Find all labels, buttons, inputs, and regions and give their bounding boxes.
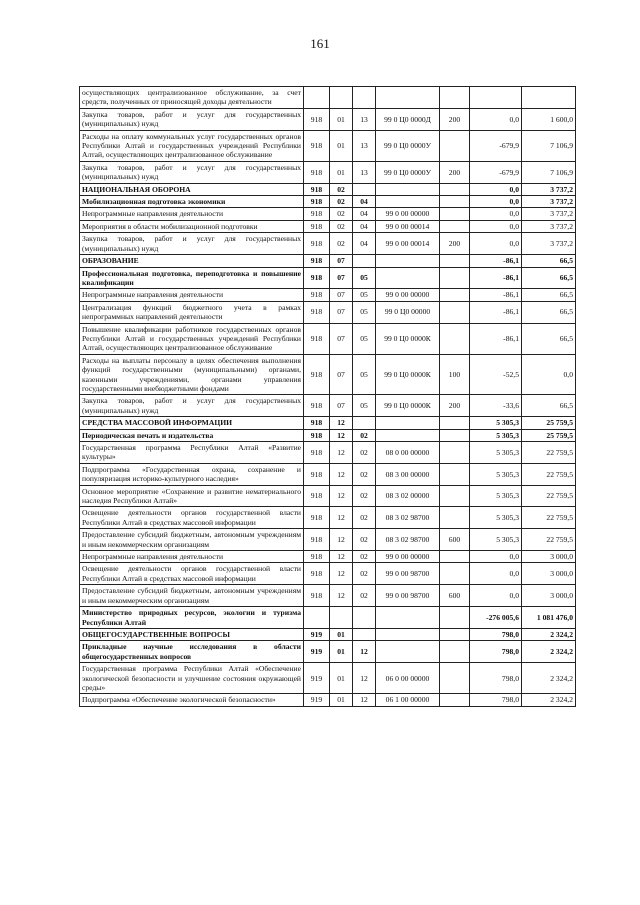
cell-subsection (353, 255, 376, 267)
cell-name: НАЦИОНАЛЬНАЯ ОБОРОНА (80, 183, 304, 195)
cell-expense-type (440, 563, 470, 585)
table-row (80, 196, 576, 208)
cell-total-amount: 22 759,5 (522, 507, 576, 529)
cell-section: 07 (330, 255, 353, 267)
cell-ministry-code: 918 (304, 220, 330, 232)
cell-total-amount: 3 737,2 (522, 233, 576, 255)
cell-subsection: 05 (353, 323, 376, 354)
table-row (80, 220, 576, 232)
cell-expense-type (440, 628, 470, 640)
cell-name: Непрограммные направления деятельности (80, 208, 304, 220)
cell-target-article (376, 255, 440, 267)
cell-expense-type (440, 255, 470, 267)
cell-total-amount: 3 000,0 (522, 563, 576, 585)
cell-name: Непрограммные направления деятельности (80, 289, 304, 301)
cell-name: Закупка товаров, работ и услуг для государственных (муниципальных) нужд (80, 108, 304, 130)
cell-section: 12 (330, 585, 353, 607)
cell-name: Прикладные научные исследования в области общегосударственных вопросов (80, 641, 304, 663)
cell-name: Освещение деятельности органов государственной власти Республики Алтай в средствах массовой информации (80, 507, 304, 529)
cell-subsection: 05 (353, 289, 376, 301)
cell-change-amount: 0,0 (470, 563, 522, 585)
cell-expense-type (440, 289, 470, 301)
cell-subsection: 12 (353, 694, 376, 706)
cell-change-amount: 5 305,3 (470, 529, 522, 551)
cell-subsection: 12 (353, 663, 376, 694)
cell-section: 01 (330, 628, 353, 640)
table-row (80, 485, 576, 507)
table-row (80, 354, 576, 395)
cell-change-amount: 798,0 (470, 694, 522, 706)
cell-total-amount: 3 737,2 (522, 208, 576, 220)
cell-total-amount: 66,5 (522, 267, 576, 289)
cell-change-amount: 5 305,3 (470, 485, 522, 507)
table-row (80, 694, 576, 706)
table-row (80, 585, 576, 607)
cell-target-article: 99 0 Ц0 0000К (376, 395, 440, 417)
table-row (80, 161, 576, 183)
cell-section: 01 (330, 108, 353, 130)
cell-target-article: 99 0 00 00000 (376, 551, 440, 563)
table-row (80, 267, 576, 289)
cell-subsection: 02 (353, 585, 376, 607)
cell-section: 01 (330, 161, 353, 183)
cell-subsection: 02 (353, 485, 376, 507)
cell-subsection: 12 (353, 641, 376, 663)
cell-total-amount: 3 737,2 (522, 183, 576, 195)
cell-target-article: 99 0 00 00000 (376, 208, 440, 220)
table-row (80, 563, 576, 585)
cell-target-article (376, 87, 440, 109)
cell-target-article: 08 3 02 98700 (376, 507, 440, 529)
cell-section (330, 87, 353, 109)
cell-total-amount: 2 324,2 (522, 628, 576, 640)
cell-name: Мероприятия в области мобилизационной подготовки (80, 220, 304, 232)
cell-total-amount: 0,0 (522, 354, 576, 395)
cell-ministry-code: 918 (304, 463, 330, 485)
cell-total-amount: 66,5 (522, 323, 576, 354)
cell-name: Расходы на оплату коммунальных услуг государственных органов Республики Алтай и государственных учреждений Республики Алтай, осуществляющих централизованное обслуживание (80, 130, 304, 161)
cell-expense-type: 200 (440, 395, 470, 417)
cell-section: 12 (330, 563, 353, 585)
cell-total-amount: 66,5 (522, 255, 576, 267)
cell-change-amount: -86,1 (470, 255, 522, 267)
cell-ministry-code: 918 (304, 289, 330, 301)
cell-subsection: 04 (353, 208, 376, 220)
cell-ministry-code: 918 (304, 161, 330, 183)
cell-ministry-code: 918 (304, 485, 330, 507)
cell-section: 01 (330, 641, 353, 663)
cell-subsection: 05 (353, 395, 376, 417)
cell-expense-type (440, 87, 470, 109)
cell-subsection: 13 (353, 130, 376, 161)
cell-section: 01 (330, 663, 353, 694)
cell-target-article: 99 0 Ц0 0000У (376, 161, 440, 183)
cell-section: 12 (330, 417, 353, 429)
cell-section: 01 (330, 694, 353, 706)
cell-target-article: 99 0 Ц0 00000 (376, 301, 440, 323)
cell-expense-type (440, 485, 470, 507)
cell-ministry-code: 918 (304, 585, 330, 607)
cell-subsection: 13 (353, 161, 376, 183)
cell-target-article: 99 0 00 98700 (376, 563, 440, 585)
cell-target-article: 08 3 02 98700 (376, 529, 440, 551)
cell-ministry-code: 918 (304, 255, 330, 267)
cell-change-amount: 5 305,3 (470, 507, 522, 529)
table-row (80, 289, 576, 301)
table-row (80, 255, 576, 267)
cell-change-amount: 0,0 (470, 108, 522, 130)
cell-total-amount: 2 324,2 (522, 694, 576, 706)
cell-ministry-code: 918 (304, 196, 330, 208)
cell-ministry-code: 918 (304, 442, 330, 464)
cell-target-article (376, 628, 440, 640)
cell-name: Освещение деятельности органов государственной власти Республики Алтай в средствах массовой информации (80, 563, 304, 585)
cell-change-amount: -52,5 (470, 354, 522, 395)
cell-ministry-code: 918 (304, 130, 330, 161)
table-row (80, 463, 576, 485)
cell-expense-type (440, 208, 470, 220)
cell-ministry-code: 918 (304, 551, 330, 563)
cell-section: 01 (330, 130, 353, 161)
cell-ministry-code: 919 (304, 694, 330, 706)
cell-section: 02 (330, 220, 353, 232)
cell-expense-type: 200 (440, 233, 470, 255)
cell-change-amount: 5 305,3 (470, 429, 522, 441)
cell-expense-type (440, 607, 470, 629)
cell-section: 07 (330, 289, 353, 301)
cell-expense-type: 200 (440, 161, 470, 183)
budget-table (79, 86, 576, 707)
table-row (80, 551, 576, 563)
cell-change-amount: 798,0 (470, 663, 522, 694)
cell-subsection: 04 (353, 220, 376, 232)
cell-section: 02 (330, 183, 353, 195)
cell-section: 12 (330, 485, 353, 507)
cell-subsection: 02 (353, 551, 376, 563)
cell-target-article: 08 3 02 00000 (376, 485, 440, 507)
cell-change-amount: -679,9 (470, 130, 522, 161)
cell-ministry-code: 918 (304, 395, 330, 417)
cell-name: Расходы на выплаты персоналу в целях обеспечения выполнения функций государственными (муниципальными) органами, казенными учреждениями, органами управления государственными внебюджетными фондами (80, 354, 304, 395)
cell-change-amount: 5 305,3 (470, 442, 522, 464)
cell-subsection: 02 (353, 563, 376, 585)
cell-change-amount: -86,1 (470, 323, 522, 354)
cell-section: 07 (330, 354, 353, 395)
cell-change-amount: -86,1 (470, 289, 522, 301)
cell-expense-type (440, 429, 470, 441)
cell-change-amount: 5 305,3 (470, 463, 522, 485)
cell-target-article: 99 0 00 00014 (376, 233, 440, 255)
cell-name: Централизация функций бюджетного учета в рамках непрограммных направлений деятельности (80, 301, 304, 323)
cell-section: 07 (330, 267, 353, 289)
cell-total-amount: 7 106,9 (522, 161, 576, 183)
cell-target-article: 99 0 00 00014 (376, 220, 440, 232)
cell-subsection (353, 87, 376, 109)
table-row (80, 529, 576, 551)
cell-expense-type (440, 463, 470, 485)
table-row (80, 183, 576, 195)
cell-target-article: 06 1 00 00000 (376, 694, 440, 706)
cell-name: Государственная программа Республики Алтай «Развитие культуры» (80, 442, 304, 464)
table-row (80, 208, 576, 220)
cell-name: Закупка товаров, работ и услуг для государственных (муниципальных) нужд (80, 161, 304, 183)
cell-target-article (376, 607, 440, 629)
cell-subsection (353, 417, 376, 429)
cell-subsection: 13 (353, 108, 376, 130)
cell-expense-type (440, 442, 470, 464)
cell-ministry-code: 918 (304, 323, 330, 354)
cell-change-amount: 0,0 (470, 551, 522, 563)
cell-expense-type: 600 (440, 529, 470, 551)
cell-target-article: 99 0 Ц0 0000К (376, 323, 440, 354)
cell-expense-type (440, 220, 470, 232)
cell-name: Повышение квалификации работников государственных органов Республики Алтай и государственных учреждений Республики Алтай, осуществляющих централизованное обслуживание (80, 323, 304, 354)
cell-total-amount: 3 737,2 (522, 196, 576, 208)
cell-subsection (353, 183, 376, 195)
cell-name: Подпрограмма «Государственная охрана, сохранение и популяризация историко-культурного наследия» (80, 463, 304, 485)
cell-total-amount: 66,5 (522, 395, 576, 417)
cell-ministry-code: 918 (304, 429, 330, 441)
cell-section: 12 (330, 463, 353, 485)
cell-change-amount: 0,0 (470, 233, 522, 255)
cell-total-amount: 3 000,0 (522, 551, 576, 563)
cell-total-amount: 25 759,5 (522, 429, 576, 441)
cell-expense-type (440, 417, 470, 429)
cell-subsection: 04 (353, 233, 376, 255)
cell-subsection: 02 (353, 507, 376, 529)
cell-total-amount: 7 106,9 (522, 130, 576, 161)
cell-target-article (376, 183, 440, 195)
cell-section (330, 607, 353, 629)
cell-total-amount: 3 737,2 (522, 220, 576, 232)
cell-subsection: 02 (353, 463, 376, 485)
cell-change-amount: -86,1 (470, 301, 522, 323)
cell-expense-type (440, 301, 470, 323)
cell-target-article (376, 196, 440, 208)
cell-total-amount: 2 324,2 (522, 663, 576, 694)
cell-expense-type (440, 196, 470, 208)
cell-total-amount: 66,5 (522, 289, 576, 301)
cell-section: 12 (330, 529, 353, 551)
cell-target-article: 08 0 00 00000 (376, 442, 440, 464)
cell-change-amount: 798,0 (470, 628, 522, 640)
cell-name: Периодическая печать и издательства (80, 429, 304, 441)
cell-ministry-code: 918 (304, 507, 330, 529)
cell-ministry-code: 919 (304, 628, 330, 640)
cell-ministry-code: 918 (304, 108, 330, 130)
cell-total-amount: 66,5 (522, 301, 576, 323)
cell-name: ОБЩЕГОСУДАРСТВЕННЫЕ ВОПРОСЫ (80, 628, 304, 640)
cell-name: Закупка товаров, работ и услуг для государственных (муниципальных) нужд (80, 233, 304, 255)
cell-expense-type (440, 183, 470, 195)
cell-expense-type (440, 694, 470, 706)
cell-name: Непрограммные направления деятельности (80, 551, 304, 563)
cell-total-amount: 1 600,0 (522, 108, 576, 130)
cell-total-amount: 1 081 476,0 (522, 607, 576, 629)
cell-subsection: 05 (353, 301, 376, 323)
cell-section: 02 (330, 233, 353, 255)
cell-expense-type: 200 (440, 108, 470, 130)
cell-total-amount (522, 87, 576, 109)
cell-total-amount: 25 759,5 (522, 417, 576, 429)
cell-expense-type (440, 507, 470, 529)
cell-subsection: 02 (353, 529, 376, 551)
cell-ministry-code (304, 607, 330, 629)
cell-ministry-code: 918 (304, 183, 330, 195)
cell-ministry-code (304, 87, 330, 109)
table-row (80, 507, 576, 529)
cell-expense-type (440, 130, 470, 161)
cell-name: Государственная программа Республики Алтай «Обеспечение экологической безопасности и улучшение состояния окружающей среды» (80, 663, 304, 694)
cell-name: осуществляющих централизованное обслуживание, за счет средств, полученных от приносящей доходы деятельности (80, 87, 304, 109)
table-row (80, 628, 576, 640)
cell-subsection: 04 (353, 196, 376, 208)
cell-ministry-code: 919 (304, 641, 330, 663)
table-row (80, 395, 576, 417)
cell-change-amount: 0,0 (470, 196, 522, 208)
cell-expense-type (440, 641, 470, 663)
cell-subsection: 02 (353, 442, 376, 464)
cell-total-amount: 22 759,5 (522, 442, 576, 464)
cell-change-amount (470, 87, 522, 109)
cell-section: 07 (330, 395, 353, 417)
cell-subsection: 02 (353, 429, 376, 441)
cell-target-article: 99 0 00 00000 (376, 289, 440, 301)
cell-change-amount: 5 305,3 (470, 417, 522, 429)
cell-subsection (353, 628, 376, 640)
cell-expense-type (440, 323, 470, 354)
cell-section: 02 (330, 208, 353, 220)
cell-change-amount: 0,0 (470, 183, 522, 195)
cell-name: Предоставление субсидий бюджетным, автономным учреждениям и иным некоммерческим организациям (80, 585, 304, 607)
cell-change-amount: 0,0 (470, 585, 522, 607)
cell-expense-type: 100 (440, 354, 470, 395)
cell-target-article (376, 267, 440, 289)
table-row (80, 417, 576, 429)
cell-change-amount: -679,9 (470, 161, 522, 183)
cell-name: Подпрограмма «Обеспечение экологической безопасности» (80, 694, 304, 706)
cell-target-article: 99 0 Ц0 0000Д (376, 108, 440, 130)
page-number: 161 (310, 36, 330, 51)
table-row (80, 607, 576, 629)
table-row (80, 108, 576, 130)
cell-target-article: 99 0 Ц0 0000К (376, 354, 440, 395)
cell-ministry-code: 918 (304, 233, 330, 255)
cell-section: 07 (330, 323, 353, 354)
cell-ministry-code: 918 (304, 267, 330, 289)
table-row (80, 663, 576, 694)
cell-expense-type (440, 267, 470, 289)
cell-subsection (353, 607, 376, 629)
cell-subsection: 05 (353, 354, 376, 395)
cell-name: ОБРАЗОВАНИЕ (80, 255, 304, 267)
table-row (80, 301, 576, 323)
cell-section: 12 (330, 429, 353, 441)
cell-name: Мобилизационная подготовка экономики (80, 196, 304, 208)
cell-ministry-code: 918 (304, 208, 330, 220)
table-row (80, 87, 576, 109)
cell-name: СРЕДСТВА МАССОВОЙ ИНФОРМАЦИИ (80, 417, 304, 429)
cell-expense-type (440, 663, 470, 694)
cell-total-amount: 22 759,5 (522, 463, 576, 485)
table-row (80, 323, 576, 354)
cell-ministry-code: 918 (304, 354, 330, 395)
cell-section: 12 (330, 551, 353, 563)
cell-expense-type: 600 (440, 585, 470, 607)
table-row (80, 233, 576, 255)
cell-name: Основное мероприятие «Сохранение и развитие нематериального наследия Республики Алтай» (80, 485, 304, 507)
cell-name: Закупка товаров, работ и услуг для государственных (муниципальных) нужд (80, 395, 304, 417)
cell-total-amount: 2 324,2 (522, 641, 576, 663)
table-row (80, 641, 576, 663)
cell-target-article: 06 0 00 00000 (376, 663, 440, 694)
cell-total-amount: 22 759,5 (522, 485, 576, 507)
cell-ministry-code: 918 (304, 563, 330, 585)
cell-change-amount: -86,1 (470, 267, 522, 289)
cell-change-amount: 798,0 (470, 641, 522, 663)
cell-name: Профессиональная подготовка, переподготовка и повышение квалификации (80, 267, 304, 289)
cell-ministry-code: 918 (304, 417, 330, 429)
cell-section: 12 (330, 507, 353, 529)
cell-subsection: 05 (353, 267, 376, 289)
cell-change-amount: -276 005,6 (470, 607, 522, 629)
cell-name: Министерство природных ресурсов, экологии и туризма Республики Алтай (80, 607, 304, 629)
cell-section: 12 (330, 442, 353, 464)
cell-ministry-code: 918 (304, 529, 330, 551)
cell-section: 02 (330, 196, 353, 208)
cell-name: Предоставление субсидий бюджетным, автономным учреждениям и иным некоммерческим организациям (80, 529, 304, 551)
cell-target-article: 99 0 Ц0 0000У (376, 130, 440, 161)
cell-change-amount: -33,6 (470, 395, 522, 417)
table-row (80, 442, 576, 464)
cell-expense-type (440, 551, 470, 563)
cell-target-article (376, 641, 440, 663)
table-row (80, 130, 576, 161)
cell-total-amount: 22 759,5 (522, 529, 576, 551)
cell-total-amount: 3 000,0 (522, 585, 576, 607)
cell-ministry-code: 919 (304, 663, 330, 694)
cell-target-article: 08 3 00 00000 (376, 463, 440, 485)
cell-target-article (376, 429, 440, 441)
cell-target-article: 99 0 00 98700 (376, 585, 440, 607)
cell-section: 07 (330, 301, 353, 323)
cell-target-article (376, 417, 440, 429)
cell-change-amount: 0,0 (470, 220, 522, 232)
cell-ministry-code: 918 (304, 301, 330, 323)
table-row (80, 429, 576, 441)
cell-change-amount: 0,0 (470, 208, 522, 220)
